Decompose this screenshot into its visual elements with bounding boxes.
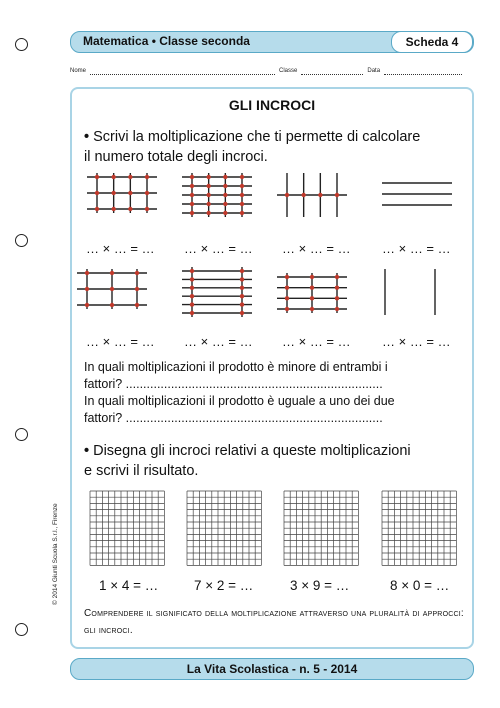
- cross-dot: [318, 193, 322, 197]
- cross-dot: [240, 311, 244, 315]
- date-field[interactable]: [384, 68, 462, 75]
- cross-dot: [145, 191, 149, 195]
- cross-dot: [335, 307, 339, 311]
- blank-equation[interactable]: … × … = …: [86, 334, 155, 349]
- cross-dot: [240, 175, 244, 179]
- cross-dot: [285, 193, 289, 197]
- cross-dot: [190, 184, 194, 188]
- question-1-line2[interactable]: fattori? ..........................................................................: [84, 377, 383, 391]
- instruction-1-line1: Scrivi la moltiplicazione che ti permette di calcolare: [93, 129, 421, 145]
- cross-dot: [335, 296, 339, 300]
- cross-dot: [128, 207, 132, 211]
- result-equation[interactable]: 3 × 9 = …: [290, 578, 350, 593]
- cross-dot: [135, 271, 139, 275]
- question-2-line1: In quali moltiplicazioni il prodotto è uguale a uno dei due: [84, 394, 395, 408]
- cross-dot: [190, 294, 194, 298]
- class-field[interactable]: [301, 68, 363, 75]
- name-label: Nome: [70, 68, 87, 74]
- instruction-2: [84, 441, 469, 481]
- sheet-label: Scheda 4: [391, 31, 473, 53]
- cross-dot: [95, 191, 99, 195]
- cross-dot: [223, 211, 227, 215]
- blank-equation[interactable]: … × … = …: [184, 241, 253, 256]
- binder-hole-bottom: [15, 623, 28, 636]
- cross-dot: [223, 193, 227, 197]
- question-2-line2[interactable]: fattori? ..........................................................................: [84, 411, 383, 425]
- binder-hole-middle-lower: [15, 428, 28, 441]
- cross-dot: [135, 303, 139, 307]
- subject-label: Matematica • Classe seconda: [83, 34, 250, 48]
- cross-dot: [310, 285, 314, 289]
- cross-dot: [206, 175, 210, 179]
- cross-dot: [285, 275, 289, 279]
- cross-dot: [206, 193, 210, 197]
- cross-dot: [85, 271, 89, 275]
- cross-dot: [190, 269, 194, 273]
- cross-dot: [190, 311, 194, 315]
- cross-dot: [110, 303, 114, 307]
- cross-dot: [223, 184, 227, 188]
- cross-dot: [301, 193, 305, 197]
- learning-goal-note: Comprendere il significato della moltiplicazione attraverso una pluralità di approcci: gli incroci.: [84, 608, 464, 636]
- crossing-figures: [72, 89, 472, 339]
- cross-dot: [240, 302, 244, 306]
- cross-dot: [240, 269, 244, 273]
- cross-dot: [240, 193, 244, 197]
- cross-dot: [240, 202, 244, 206]
- cross-dot: [240, 277, 244, 281]
- cross-dot: [240, 286, 244, 290]
- blank-equation[interactable]: … × … = …: [282, 241, 351, 256]
- binder-hole-top: [15, 38, 28, 51]
- question-1-line1: In quali moltiplicazioni il prodotto è minore di entrambi i: [84, 360, 388, 374]
- cross-dot: [310, 275, 314, 279]
- date-label: Data: [367, 68, 381, 74]
- cross-dot: [95, 207, 99, 211]
- footer-bar: La Vita Scolastica - n. 5 - 2014: [70, 658, 474, 680]
- cross-dot: [335, 275, 339, 279]
- cross-dot: [190, 175, 194, 179]
- cross-dot: [285, 296, 289, 300]
- bullet-icon: •: [84, 443, 90, 459]
- page-title: GLI INCROCI: [228, 97, 316, 113]
- result-equation[interactable]: 7 × 2 = …: [194, 578, 254, 593]
- cross-dot: [145, 207, 149, 211]
- cross-dot: [285, 285, 289, 289]
- cross-dot: [190, 211, 194, 215]
- cross-dot: [128, 175, 132, 179]
- cross-dot: [145, 175, 149, 179]
- blank-equation[interactable]: … × … = …: [86, 241, 155, 256]
- cross-dot: [190, 302, 194, 306]
- cross-dot: [206, 202, 210, 206]
- cross-dot: [206, 184, 210, 188]
- name-row: [70, 68, 472, 75]
- class-label: Classe: [279, 68, 298, 74]
- instruction-1-line2: il numero totale degli incroci.: [84, 149, 268, 165]
- cross-dot: [85, 303, 89, 307]
- cross-dot: [135, 287, 139, 291]
- binder-hole-middle-upper: [15, 234, 28, 247]
- blank-equation[interactable]: … × … = …: [184, 334, 253, 349]
- cross-dot: [223, 175, 227, 179]
- instruction-2-line1: Disegna gli incroci relativi a queste moltiplicazioni: [93, 443, 411, 459]
- blank-equation[interactable]: … × … = …: [382, 241, 451, 256]
- cross-dot: [206, 211, 210, 215]
- drawing-grids[interactable]: [72, 489, 472, 569]
- cross-dot: [190, 202, 194, 206]
- cross-dot: [223, 202, 227, 206]
- exercise-card: [70, 87, 474, 649]
- cross-dot: [335, 285, 339, 289]
- cross-dot: [95, 175, 99, 179]
- cross-dot: [190, 286, 194, 290]
- cross-dot: [240, 184, 244, 188]
- name-field[interactable]: [90, 68, 275, 75]
- cross-dot: [85, 287, 89, 291]
- cross-dot: [110, 271, 114, 275]
- cross-dot: [190, 193, 194, 197]
- cross-dot: [190, 277, 194, 281]
- cross-dot: [335, 193, 339, 197]
- cross-dot: [111, 175, 115, 179]
- question-block: [84, 359, 469, 427]
- header-bar: [70, 31, 474, 53]
- cross-dot: [111, 191, 115, 195]
- blank-equation[interactable]: … × … = …: [382, 334, 451, 349]
- cross-dot: [240, 294, 244, 298]
- cross-dot: [240, 211, 244, 215]
- cross-dot: [128, 191, 132, 195]
- cross-dot: [110, 287, 114, 291]
- instruction-2-line2: e scrivi il risultato.: [84, 463, 199, 479]
- cross-dot: [310, 296, 314, 300]
- bullet-icon: •: [84, 129, 90, 145]
- cross-dot: [111, 207, 115, 211]
- copyright-text: © 2014 Giunti Scuola S.r.l., Firenze: [52, 503, 59, 605]
- result-equation[interactable]: 8 × 0 = …: [390, 578, 450, 593]
- cross-dot: [310, 307, 314, 311]
- result-equation[interactable]: 1 × 4 = …: [99, 578, 159, 593]
- cross-dot: [285, 307, 289, 311]
- blank-equation[interactable]: … × … = …: [282, 334, 351, 349]
